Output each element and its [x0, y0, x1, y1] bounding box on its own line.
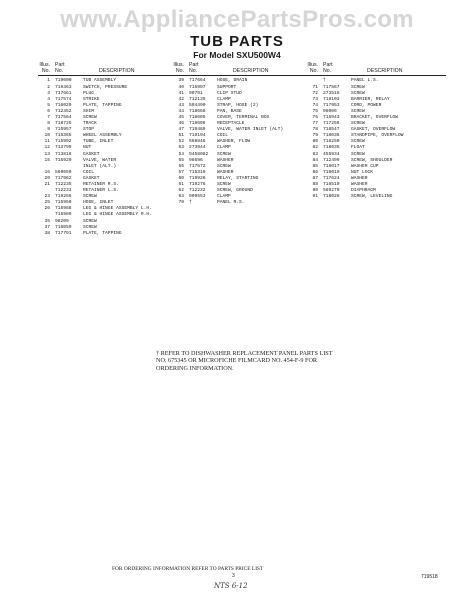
- part-description: SCREW: [351, 139, 365, 145]
- part-description: PLATE, TAPPING: [83, 102, 122, 108]
- part-number: 719194: [189, 133, 206, 139]
- part-description: RELAY, STARTING: [217, 175, 259, 181]
- parts-rows: [38, 78, 178, 236]
- no-label: No.: [41, 68, 50, 75]
- part-number: 717567: [323, 84, 340, 90]
- illus-number: 11: [44, 139, 50, 145]
- part-description: CLAMP: [217, 145, 231, 151]
- illus-number: 87: [312, 175, 318, 181]
- description-label: DESCRIPTION: [233, 68, 269, 75]
- part-number: 718510: [323, 182, 340, 187]
- part-number: 713818: [55, 151, 72, 157]
- part-description: TRACK: [83, 121, 97, 127]
- part-number: 712235: [55, 182, 72, 187]
- part-number: 568846: [189, 139, 206, 145]
- part-label: Part: [189, 62, 199, 68]
- illus-label: Illus.: [39, 62, 50, 68]
- illus-number: 54: [178, 151, 184, 157]
- no-label: No.: [175, 68, 184, 75]
- parts-rows: [172, 78, 312, 206]
- illus-number: 63: [178, 194, 184, 200]
- part-number: 715365: [55, 133, 72, 139]
- part-number: 712499: [323, 157, 340, 163]
- part-description: DIAPHRAGM: [351, 188, 376, 194]
- illus-number: 9: [47, 127, 50, 133]
- part-description: CORD, POWER: [351, 102, 382, 108]
- part-no-label: No.: [55, 68, 64, 75]
- illus-number: 73: [312, 96, 318, 102]
- part-number: 712232: [189, 188, 206, 194]
- illus-number: 74: [312, 102, 318, 108]
- part-number: 718019: [323, 169, 340, 175]
- handwritten-annotation: NTS 6-12: [214, 582, 248, 590]
- part-number: 719928: [189, 175, 206, 181]
- part-number: 712135: [189, 96, 206, 102]
- illus-label: Illus.: [307, 62, 318, 68]
- illus-number: 1: [47, 78, 50, 84]
- part-number: 715950: [55, 200, 72, 206]
- part-description: WASHER: [351, 182, 368, 187]
- illus-number: 78: [312, 127, 318, 133]
- part-number: 594490: [189, 102, 206, 108]
- page-number: 3: [232, 573, 235, 579]
- page-subtitle: For Model SXU500W4: [193, 50, 281, 60]
- part-description: GASKET: [83, 175, 100, 181]
- illus-number: 85: [312, 163, 318, 169]
- part-number: 717953: [323, 102, 340, 108]
- no-label: No.: [309, 68, 318, 75]
- illus-number: 71: [312, 84, 318, 90]
- illus-number: 90: [312, 188, 318, 194]
- part-number: 718250: [323, 139, 340, 145]
- part-number: 718017: [323, 163, 340, 169]
- part-description: STRIKE: [83, 96, 100, 102]
- part-number: 719266: [55, 194, 72, 200]
- part-number: †: [323, 78, 326, 84]
- illus-number: 38: [44, 230, 50, 236]
- part-number: 717661: [55, 90, 72, 96]
- part-description: SWITCH, PRESSURE: [83, 84, 128, 90]
- document-number: 719518: [421, 574, 438, 580]
- illus-number: 40: [178, 84, 184, 90]
- part-description: PLATE, TAPPING: [83, 230, 122, 236]
- page-title: TUB PARTS: [190, 33, 284, 50]
- part-description: SCREW: [83, 224, 97, 230]
- parts-column-3: [306, 62, 446, 200]
- part-description: PANEL R.S.: [217, 200, 245, 206]
- part-number: 717572: [189, 163, 206, 169]
- part-number: 717791: [55, 230, 72, 236]
- part-number: 717574: [55, 96, 72, 102]
- illus-number: 84: [312, 157, 318, 163]
- part-description: WASHER CUP: [351, 163, 379, 169]
- site-watermark: www.AppliancePartsPros.com: [60, 6, 414, 33]
- part-number: 718605: [189, 114, 206, 120]
- illus-number: 7: [47, 114, 50, 120]
- part-number: 719276: [189, 182, 206, 187]
- part-number: 715319: [189, 169, 206, 175]
- part-description: PLUG: [83, 90, 95, 96]
- part-number: 715989: [55, 212, 72, 218]
- illus-number: 79: [312, 133, 318, 139]
- illus-number: 83: [312, 151, 318, 157]
- part-description: WASHER: [217, 157, 234, 163]
- part-description: WASHER: [351, 175, 368, 181]
- illus-number: 42: [178, 96, 184, 102]
- part-description: HOSE, INLET: [83, 200, 114, 206]
- part-description: BARRIER, RELAY: [351, 96, 390, 102]
- part-number: 715920: [55, 157, 72, 163]
- part-number: 719363: [55, 84, 72, 90]
- part-description: SCREW: [351, 90, 365, 96]
- part-description: RECEPTACLE: [217, 121, 245, 127]
- illus-number: 51: [178, 133, 184, 139]
- part-description: SCREW: [217, 182, 231, 187]
- illus-number: 37: [44, 224, 50, 230]
- part-description: VALVE, WATER: [83, 157, 117, 163]
- part-number: 718103: [323, 96, 340, 102]
- part-number: 98006: [323, 108, 337, 114]
- part-description: INLET (ALT.): [83, 163, 117, 169]
- part-description: SHIM: [83, 108, 95, 114]
- part-number: 712352: [55, 108, 72, 114]
- illus-number: 13: [44, 151, 50, 157]
- part-number: 718026: [323, 194, 340, 200]
- part-description: HOSE, DRAIN: [217, 78, 248, 84]
- part-number: 9458082: [189, 151, 209, 157]
- part-number: 718036: [323, 133, 340, 139]
- illus-label: Illus.: [173, 62, 184, 68]
- illus-number: 23: [44, 194, 50, 200]
- part-number: 273944: [189, 145, 206, 151]
- ordering-info-footer: FOR ORDERING INFORMATION REFER TO PARTS PRICE LIST: [112, 566, 264, 572]
- illus-number: 5: [47, 102, 50, 108]
- part-number: 717564: [55, 114, 72, 120]
- part-description: SCREW: [83, 194, 97, 200]
- part-description: RETAINER L.S.: [83, 188, 119, 194]
- part-description: COVER, TERMINAL BOX: [217, 114, 270, 120]
- part-label: Part: [323, 62, 333, 68]
- illus-number: 62: [178, 188, 184, 194]
- part-number: 715988: [55, 206, 72, 212]
- illus-number: 3: [47, 90, 50, 96]
- illus-number: 82: [312, 145, 318, 151]
- illus-number: 55: [178, 157, 184, 163]
- part-description: CLAMP: [217, 194, 231, 200]
- illus-number: 4: [47, 96, 50, 102]
- illus-number: 70: [178, 200, 184, 206]
- part-description: SCREW, GROUND: [217, 188, 253, 194]
- illus-number: 45: [178, 114, 184, 120]
- illus-number: 47: [178, 127, 184, 133]
- part-number: 715957: [55, 127, 72, 133]
- part-description: PAN, BASE: [217, 108, 242, 114]
- illus-number: 16: [44, 169, 50, 175]
- part-description: CLIP STUD: [217, 90, 242, 96]
- part-description: SCREW: [83, 114, 97, 120]
- part-description: PANEL L.S.: [351, 78, 379, 84]
- illus-number: 44: [178, 108, 184, 114]
- part-description: SCREW: [351, 151, 365, 157]
- part-number: 715943: [323, 114, 340, 120]
- part-description: SCREW: [217, 151, 231, 157]
- illus-number: 88: [312, 182, 318, 187]
- illus-number: 77: [312, 121, 318, 127]
- part-number: 719489: [189, 127, 206, 133]
- part-description: WASHER: [217, 169, 234, 175]
- part-no-label: No.: [323, 68, 332, 75]
- part-number: 712233: [55, 188, 72, 194]
- illus-number: 80: [312, 139, 318, 145]
- part-description: COIL: [83, 169, 95, 175]
- illus-number: 20: [44, 175, 50, 181]
- part-description: WHEEL ASSEMBLY: [83, 133, 122, 139]
- parts-column-2: [172, 62, 312, 206]
- part-description: STOP: [83, 127, 95, 133]
- part-description: CLAMP: [217, 96, 231, 102]
- illus-number: 57: [178, 169, 184, 175]
- illus-number: 39: [178, 78, 184, 84]
- illus-number: 15: [44, 157, 50, 163]
- table-row: [306, 194, 446, 200]
- part-number: 717962: [55, 175, 72, 181]
- illus-number: 53: [178, 145, 184, 151]
- part-description: WASHER, FLOW: [217, 139, 251, 145]
- part-number: 718668: [189, 108, 206, 114]
- illus-number: 76: [312, 114, 318, 120]
- part-number: 718547: [323, 127, 340, 133]
- part-number: 718606: [189, 121, 206, 127]
- column-header: [38, 62, 178, 76]
- part-number: 718035: [323, 145, 340, 151]
- part-number: 719000: [55, 78, 72, 84]
- illus-number: 91: [312, 194, 318, 200]
- part-description: RETAINER R.S.: [83, 182, 119, 187]
- illus-number: 35: [44, 218, 50, 224]
- illus-number: 61: [178, 182, 184, 187]
- illus-number: 10: [44, 133, 50, 139]
- part-number: 717256: [323, 121, 340, 127]
- part-number: 716029: [55, 102, 72, 108]
- column-header: [172, 62, 312, 76]
- part-description: TUB ASSEMBLY: [83, 78, 117, 84]
- illus-number: 60: [178, 175, 184, 181]
- part-number: 715992: [55, 139, 72, 145]
- part-number: 455934: [323, 151, 340, 157]
- table-row: [38, 231, 178, 237]
- part-label: Part: [55, 62, 65, 68]
- illus-number: 56: [178, 163, 184, 169]
- illus-number: 86: [312, 169, 318, 175]
- illus-number: 26: [44, 206, 50, 212]
- illus-number: 41: [178, 90, 184, 96]
- illus-number: 12: [44, 145, 50, 151]
- part-description: NUT LOCK: [351, 169, 374, 175]
- part-number: 569050: [55, 169, 72, 175]
- part-description: BRACKET, OVERFLOW: [351, 114, 398, 120]
- illus-number: 75: [312, 108, 318, 114]
- illus-number: 21: [44, 182, 50, 187]
- illus-number: 25: [44, 200, 50, 206]
- description-label: DESCRIPTION: [99, 68, 135, 75]
- part-description: VALVE, WATER INLET (ALT): [217, 127, 284, 133]
- part-description: SCREW: [351, 108, 365, 114]
- part-description: LEG & HINGE ASSEMBLY R.H.: [83, 212, 152, 218]
- replacement-panel-note: † REFER TO DISHWASHER REPLACEMENT PANEL PARTS LIST NO. 675345 OR MICROFICHE FILMCARD NO. 454-F-9 FOR ORDERING INFORMATION.: [156, 350, 333, 372]
- part-description: SCREW: [351, 84, 365, 90]
- part-description: TUBE, INLET: [83, 139, 114, 145]
- part-number: 90791: [189, 90, 203, 96]
- parts-rows: [306, 78, 446, 200]
- illus-number: 2: [47, 84, 50, 90]
- part-number: 273516: [323, 90, 340, 96]
- part-number: 718725: [55, 121, 72, 127]
- illus-number: 72: [312, 90, 318, 96]
- part-description: SCREW: [83, 218, 97, 224]
- part-number: †: [189, 200, 192, 206]
- part-number: 717624: [323, 175, 340, 181]
- part-description: NUT: [83, 145, 92, 151]
- part-description: SCREW: [217, 163, 231, 169]
- part-description: GASKET, OVERFLOW: [351, 127, 396, 133]
- illus-number: 6: [47, 108, 50, 114]
- parts-column-1: [38, 62, 178, 237]
- part-description: FLOAT: [351, 145, 365, 151]
- part-number: 717664: [189, 78, 206, 84]
- illus-number: 8: [47, 121, 50, 127]
- part-number: 569270: [323, 188, 340, 194]
- illus-number: 52: [178, 139, 184, 145]
- part-number: 715997: [189, 84, 206, 90]
- part-number: 98209: [55, 218, 69, 224]
- part-number: 909553: [189, 194, 206, 200]
- part-no-label: No.: [189, 68, 198, 75]
- description-label: DESCRIPTION: [367, 68, 403, 75]
- part-description: GASKET: [83, 151, 100, 157]
- part-description: SCREW, LEVELING: [351, 194, 393, 200]
- part-description: SCREW: [351, 121, 365, 127]
- part-description: SUPPORT: [217, 84, 237, 90]
- part-number: 713799: [55, 145, 72, 151]
- part-description: STANDPIPE, OVERFLOW: [351, 133, 404, 139]
- part-description: LEG & HINGE ASSEMBLY L.H.: [83, 206, 152, 212]
- part-description: COIL: [217, 133, 229, 139]
- part-description: STRAP, HOSE (2): [217, 102, 259, 108]
- illus-number: 43: [178, 102, 184, 108]
- table-row: [172, 200, 312, 206]
- part-number: 716059: [55, 224, 72, 230]
- part-number: 98696: [189, 157, 203, 163]
- illus-number: 46: [178, 121, 184, 127]
- column-header: [306, 62, 446, 76]
- part-description: SCREW, SHOULDER: [351, 157, 393, 163]
